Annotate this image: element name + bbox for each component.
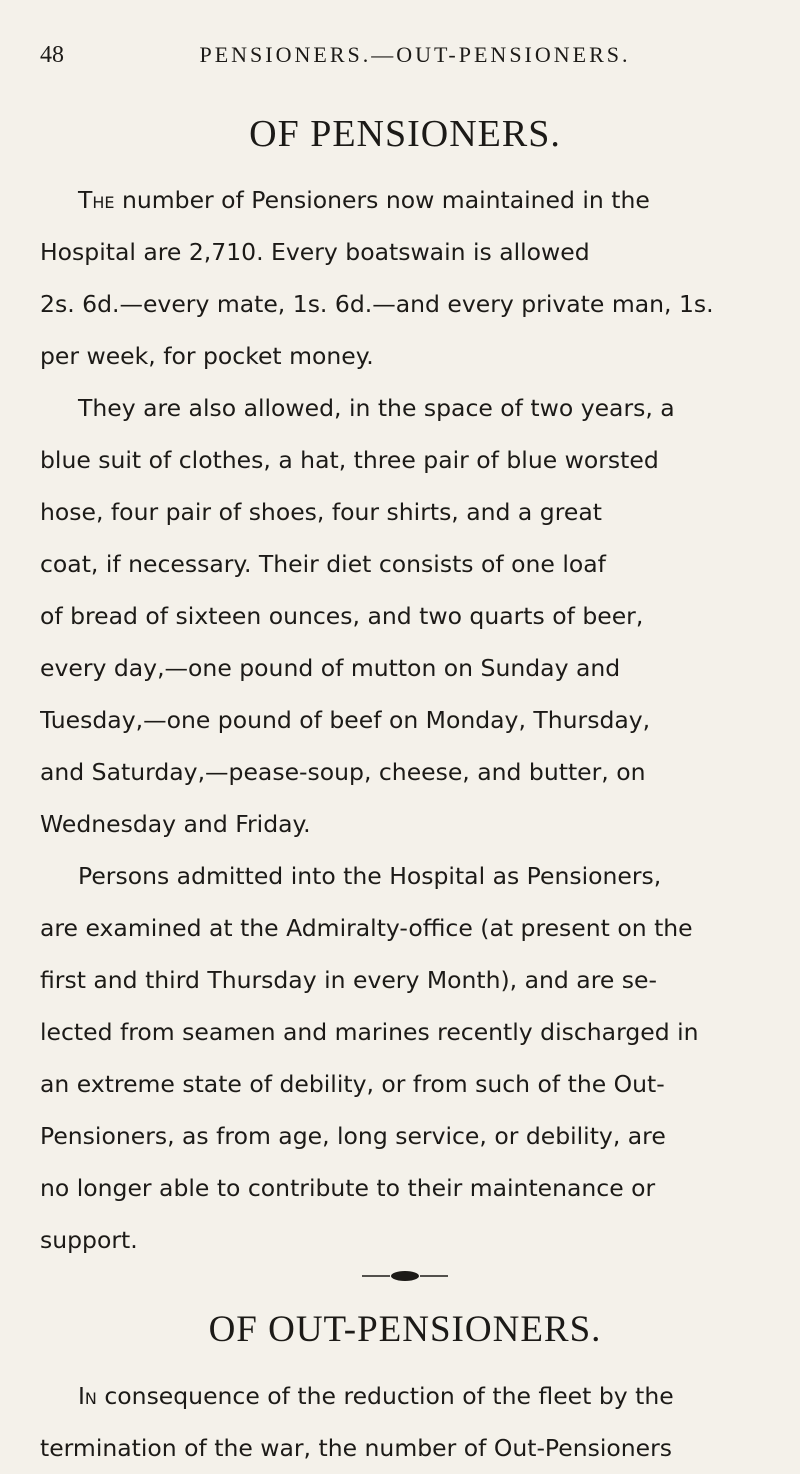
section-heading-pensioners: OF PENSIONERS. — [249, 113, 561, 155]
page-number: 48 — [40, 42, 64, 68]
text-line: lected from seamen and marines recently discharged in — [40, 1018, 699, 1046]
text-line: first and third Thursday in every Month), and are se- — [40, 966, 657, 994]
text-line: Pensioners, as from age, long service, or debility, are — [40, 1122, 666, 1150]
text-line: are examined at the Admiralty-office (at present on the — [40, 914, 693, 942]
paragraph-lead-word: The — [78, 186, 115, 214]
text-line: no longer able to contribute to their maintenance or — [40, 1174, 656, 1202]
text-line: and Saturday,—pease-soup, cheese, and butter, on — [40, 758, 646, 786]
text-line: 2s. 6d.—every mate, 1s. 6d.—and every private man, 1s. — [40, 290, 714, 318]
text-line: In consequence of the reduction of the fleet by the — [78, 1382, 674, 1410]
text-line: every day,—one pound of mutton on Sunday and — [40, 654, 621, 682]
text-line: support. — [40, 1226, 138, 1254]
text-line: Tuesday,—one pound of beef on Monday, Thursday, — [40, 706, 651, 734]
paragraph-clothing-diet — [40, 382, 770, 850]
text-line: blue suit of clothes, a hat, three pair of blue worsted — [40, 446, 659, 474]
section-divider-ornament — [40, 1268, 770, 1298]
text-line: Wednesday and Friday. — [40, 810, 311, 838]
text-line: Persons admitted into the Hospital as Pensioners, — [78, 862, 662, 890]
text-line: They are also allowed, in the space of two years, a — [78, 394, 675, 422]
text-line: of bread of sixteen ounces, and two quarts of beer, — [40, 602, 644, 630]
paragraph-out-pensioners — [40, 1370, 770, 1474]
text-line: per week, for pocket money. — [40, 342, 374, 370]
text-line: an extreme state of debility, or from such of the Out- — [40, 1070, 665, 1098]
paragraph-admission — [40, 850, 770, 1266]
text-line: coat, if necessary. Their diet consists of one loaf — [40, 550, 606, 578]
running-title: PENSIONERS.—OUT-PENSIONERS. — [199, 42, 631, 67]
running-head — [40, 42, 770, 82]
text-line: The number of Pensioners now maintained in the — [78, 186, 650, 214]
section-heading-out-pensioners: OF OUT-PENSIONERS. — [208, 1309, 602, 1350]
text-line: hose, four pair of shoes, four shirts, and a great — [40, 498, 602, 526]
text-line: Hospital are 2,710. Every boatswain is allowed — [40, 238, 590, 266]
text-line: termination of the war, the number of Out-Pensioners — [40, 1434, 673, 1462]
divider-ornament-icon — [360, 1268, 450, 1284]
paragraph-pocket-money — [40, 174, 770, 382]
paragraph-lead-word: In — [78, 1382, 97, 1410]
